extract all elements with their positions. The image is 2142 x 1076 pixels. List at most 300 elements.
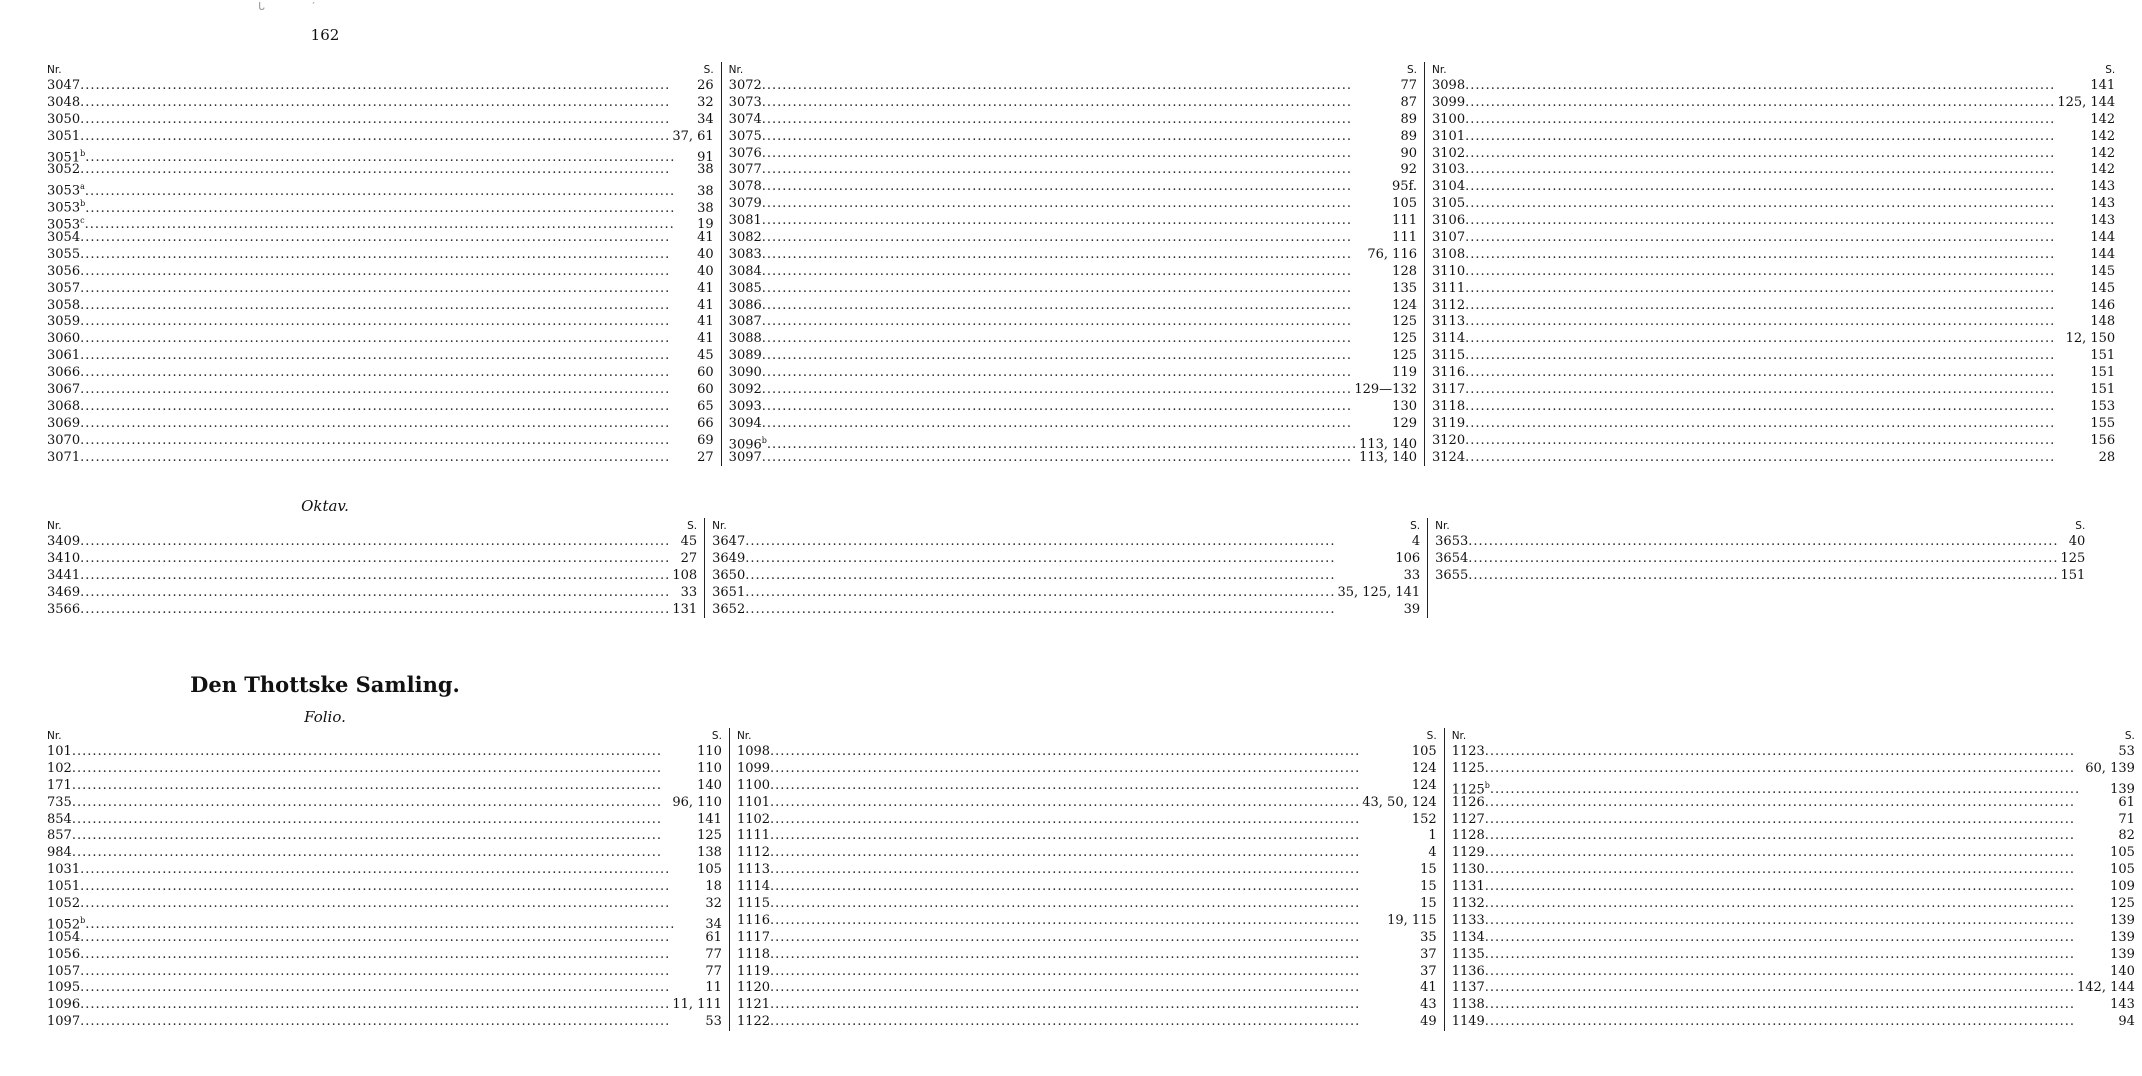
- dot-leader: [80, 281, 695, 298]
- manuscript-number: 101: [47, 744, 72, 759]
- dot-leader: [80, 78, 695, 95]
- dot-leader: [762, 365, 1390, 382]
- manuscript-number: 3649: [712, 550, 746, 566]
- scan-specks: ᒐ ′: [258, 0, 337, 13]
- dot-leader: [1465, 298, 2088, 315]
- manuscript-number: 3124: [1432, 449, 1466, 465]
- dot-leader: [762, 450, 1357, 467]
- dot-leader: [770, 828, 1426, 845]
- dot-leader: [1465, 162, 2088, 179]
- manuscript-number: 1135: [1451, 946, 1485, 962]
- s-header: S.: [1426, 730, 1437, 742]
- manuscript-number: 3409: [47, 534, 81, 549]
- page-reference: 146: [2090, 297, 2116, 313]
- index-entry: [47, 129, 714, 146]
- page-reference: 111: [1392, 230, 1417, 246]
- manuscript-number: 3068: [47, 398, 81, 414]
- index-entry: [737, 744, 1437, 761]
- page-reference: 41: [697, 314, 714, 330]
- dot-leader: [1465, 433, 2088, 450]
- page-reference: 141: [697, 811, 722, 827]
- dot-leader: [1465, 450, 2097, 467]
- index-entry: [729, 213, 1417, 230]
- page-reference: 91: [697, 149, 714, 165]
- dot-leader: [745, 568, 1401, 585]
- page-reference: 90: [1400, 145, 1417, 161]
- thott-folio-index-section: [40, 728, 2135, 1031]
- index-entry: [1432, 450, 2115, 467]
- manuscript-number: 3053$^c$: [47, 216, 85, 233]
- column-header: [47, 518, 697, 534]
- dot-leader: [1465, 230, 2088, 247]
- manuscript-number: 3058: [47, 297, 81, 313]
- dot-leader: [80, 264, 695, 281]
- manuscript-number: 3410: [47, 550, 81, 566]
- page-reference: 109: [2110, 879, 2135, 895]
- index-entry: [1435, 568, 2085, 585]
- s-header: S.: [1410, 520, 1421, 532]
- dot-leader: [762, 399, 1390, 416]
- dot-leader: [1485, 930, 2108, 947]
- index-entry: [729, 95, 1417, 112]
- index-entry: [47, 348, 714, 365]
- page-reference: 61: [705, 929, 722, 945]
- index-entry: [1432, 348, 2115, 365]
- manuscript-number: 3566: [47, 601, 81, 617]
- dot-leader: [762, 78, 1399, 95]
- dot-leader: [72, 828, 695, 845]
- page-reference: 96, 110: [672, 794, 722, 810]
- dot-leader: [80, 365, 695, 382]
- manuscript-number: 984: [47, 845, 72, 861]
- dot-leader: [770, 795, 1360, 812]
- index-entry: [1432, 298, 2115, 315]
- nr-header: Nr.: [712, 520, 727, 532]
- manuscript-number: 1125: [1451, 760, 1485, 776]
- index-entry: [47, 997, 722, 1014]
- manuscript-number: 3104: [1432, 179, 1466, 195]
- page-reference: 37: [1420, 946, 1437, 962]
- dot-leader: [1485, 896, 2108, 913]
- manuscript-number: 3106: [1432, 213, 1466, 229]
- page-reference: 32: [697, 94, 714, 110]
- dot-leader: [762, 146, 1399, 163]
- index-entry: [1432, 433, 2115, 450]
- dot-leader: [1465, 247, 2088, 264]
- dot-leader: [745, 602, 1401, 619]
- oktav-index-section: [40, 518, 2086, 618]
- index-entry: [1452, 812, 2135, 829]
- manuscript-number: 735: [47, 794, 72, 810]
- page-reference: 41: [697, 297, 714, 313]
- dot-leader: [80, 314, 695, 331]
- index-entry: [729, 348, 1417, 365]
- manuscript-number: 1123: [1451, 744, 1485, 759]
- index-entry: [1452, 964, 2135, 981]
- dot-leader: [72, 744, 695, 761]
- page-reference: 41: [697, 331, 714, 347]
- page-reference: 53: [2118, 744, 2135, 759]
- manuscript-number: 3079: [728, 196, 762, 212]
- manuscript-number: 1097: [47, 1014, 81, 1030]
- index-column-2: [704, 518, 1427, 618]
- index-entry: [1432, 78, 2115, 95]
- page-reference: 40: [2068, 534, 2086, 549]
- index-entry: [737, 828, 1437, 845]
- page-reference: 113, 140: [1359, 449, 1417, 465]
- dot-leader: [1465, 416, 2088, 433]
- manuscript-number: 3072: [728, 78, 762, 93]
- index-entry: [729, 162, 1417, 179]
- page-reference: 152: [1411, 811, 1437, 827]
- column-header: [729, 62, 1417, 78]
- dot-leader: [762, 129, 1399, 146]
- page-reference: 61: [2118, 794, 2135, 810]
- dot-leader: [770, 812, 1410, 829]
- page-reference: 125, 144: [2057, 94, 2116, 110]
- index-entry: [737, 778, 1437, 795]
- index-entry: [1452, 744, 2135, 761]
- page-reference: 151: [2090, 348, 2116, 364]
- dot-leader: [1485, 761, 2083, 778]
- manuscript-number: 3651: [712, 584, 746, 600]
- page-reference: 77: [705, 963, 722, 979]
- manuscript-number: 3652: [712, 601, 746, 617]
- index-column-3: [1427, 518, 2092, 618]
- dot-leader: [770, 980, 1418, 997]
- s-header: S.: [711, 730, 722, 742]
- dot-leader: [762, 230, 1390, 247]
- manuscript-number: 3086: [728, 297, 762, 313]
- dot-leader: [80, 930, 703, 947]
- index-entry: [737, 879, 1437, 896]
- index-entry: [47, 1014, 722, 1031]
- page-reference: 27: [680, 550, 698, 566]
- manuscript-number: 3469: [47, 584, 81, 600]
- manuscript-number: 3076: [728, 145, 762, 161]
- manuscript-number: 3103: [1432, 162, 1466, 178]
- page-reference: 53: [705, 1014, 722, 1030]
- page-reference: 124: [1411, 777, 1437, 793]
- page-reference: 32: [705, 896, 722, 912]
- manuscript-number: 3059: [47, 314, 81, 330]
- index-column-1: [40, 62, 721, 466]
- manuscript-number: 3051$^b$: [47, 148, 86, 165]
- manuscript-number: 3054: [47, 230, 81, 246]
- manuscript-number: 3055: [47, 246, 81, 262]
- manuscript-number: 1051: [47, 879, 81, 895]
- index-entry: [1452, 913, 2135, 930]
- index-entry: [1432, 196, 2115, 213]
- manuscript-number: 3111: [1432, 280, 1466, 296]
- dot-leader: [80, 964, 703, 981]
- dot-leader: [72, 845, 695, 862]
- index-entry: [47, 365, 714, 382]
- page-reference: 141: [2090, 78, 2116, 93]
- nr-header: Nr.: [47, 64, 62, 76]
- index-entry: [737, 896, 1437, 913]
- page-reference: 34: [697, 111, 714, 127]
- index-entry: [729, 450, 1417, 467]
- page-reference: 87: [1400, 94, 1417, 110]
- manuscript-number: 3066: [47, 365, 81, 381]
- page-reference: 34: [705, 917, 722, 933]
- page-reference: 60: [697, 382, 714, 398]
- dot-leader: [1465, 365, 2088, 382]
- index-entry: [1452, 845, 2135, 862]
- index-entry: [47, 845, 722, 862]
- dot-leader: [80, 585, 679, 602]
- dot-leader: [745, 585, 1335, 602]
- page-reference: 15: [1420, 862, 1437, 878]
- index-entry: [1452, 930, 2135, 947]
- index-entry: [1452, 879, 2135, 896]
- page-reference: 155: [2090, 415, 2116, 431]
- index-entry: [47, 980, 722, 997]
- index-entry: [47, 568, 697, 585]
- index-entry: [47, 930, 722, 947]
- dot-leader: [770, 845, 1426, 862]
- index-entry: [1432, 365, 2115, 382]
- page-reference: 11: [705, 980, 722, 996]
- manuscript-number: 1111: [736, 828, 771, 844]
- page-reference: 27: [697, 449, 714, 465]
- index-entry: [729, 146, 1417, 163]
- dot-leader: [770, 913, 1385, 930]
- nr-header: Nr.: [736, 730, 752, 742]
- index-entry: [47, 744, 722, 761]
- index-entry: [47, 778, 722, 795]
- page-reference: 148: [2090, 314, 2116, 330]
- manuscript-number: 3114: [1432, 331, 1466, 347]
- index-entry: [1432, 179, 2115, 196]
- column-header: [47, 728, 722, 744]
- page-reference: 111: [1392, 213, 1417, 229]
- page-reference: 131: [672, 601, 698, 617]
- index-entry: [47, 230, 714, 247]
- index-entry: [729, 112, 1417, 129]
- dot-leader: [80, 416, 695, 433]
- manuscript-number: 3084: [728, 263, 762, 279]
- manuscript-number: 3100: [1432, 111, 1466, 127]
- index-entry: [729, 179, 1417, 196]
- nr-header: Nr.: [728, 64, 744, 76]
- page-reference: 45: [697, 348, 714, 364]
- dot-leader: [762, 247, 1366, 264]
- page-reference: 113, 140: [1359, 437, 1417, 453]
- dot-leader: [80, 602, 670, 619]
- index-column-3: [1424, 62, 2122, 466]
- page-reference: 41: [1420, 980, 1437, 996]
- dot-leader: [1485, 879, 2108, 896]
- index-entry: [47, 146, 714, 163]
- dot-leader: [745, 534, 1410, 551]
- s-header: S.: [687, 520, 698, 532]
- manuscript-index-section: [40, 62, 2116, 466]
- index-entry: [737, 761, 1437, 778]
- column-header: [1435, 518, 2085, 534]
- manuscript-number: 1056: [47, 946, 81, 962]
- manuscript-number: 1119: [736, 963, 771, 979]
- index-entry: [1452, 980, 2135, 997]
- dot-leader: [1485, 828, 2117, 845]
- page-reference: 145: [2090, 280, 2116, 296]
- page-reference: 143: [2090, 196, 2116, 212]
- manuscript-number: 3053$^b$: [47, 199, 86, 216]
- index-entry: [729, 129, 1417, 146]
- manuscript-number: 3655: [1435, 567, 1469, 583]
- manuscript-number: 3097: [728, 449, 762, 465]
- manuscript-number: 3057: [47, 280, 81, 296]
- s-header: S.: [2105, 64, 2116, 76]
- page-reference: 110: [697, 760, 722, 776]
- manuscript-number: 1131: [1451, 879, 1485, 895]
- dot-leader: [80, 331, 695, 348]
- manuscript-number: 3073: [728, 94, 762, 110]
- dot-leader: [1485, 947, 2108, 964]
- manuscript-number: 3107: [1432, 230, 1466, 246]
- dot-leader: [80, 879, 703, 896]
- manuscript-number: 1125$^b$: [1451, 780, 1490, 798]
- index-entry: [712, 534, 1420, 551]
- manuscript-number: 3083: [728, 246, 762, 262]
- page-reference: 143: [2110, 997, 2135, 1013]
- manuscript-number: 1134: [1451, 929, 1485, 945]
- page-reference: 138: [697, 845, 722, 861]
- page-reference: 105: [2110, 862, 2135, 878]
- dot-leader: [1465, 399, 2088, 416]
- manuscript-number: 3089: [728, 348, 762, 364]
- page-reference: 140: [697, 777, 722, 793]
- manuscript-number: 1101: [736, 794, 771, 810]
- dot-leader: [762, 95, 1399, 112]
- page-reference: 128: [1392, 263, 1417, 279]
- dot-leader: [762, 179, 1390, 196]
- page-reference: 105: [1392, 196, 1417, 212]
- index-entry: [1452, 862, 2135, 879]
- dot-leader: [762, 213, 1390, 230]
- page-reference: 65: [697, 398, 714, 414]
- index-entry: [1452, 761, 2135, 778]
- dot-leader: [72, 778, 695, 795]
- index-entry: [737, 1014, 1437, 1031]
- manuscript-number: 3070: [47, 432, 81, 448]
- index-entry: [47, 896, 722, 913]
- index-entry: [729, 78, 1417, 95]
- manuscript-number: 3051: [47, 128, 81, 144]
- manuscript-number: 3115: [1432, 348, 1466, 364]
- dot-leader: [80, 399, 695, 416]
- manuscript-number: 3098: [1432, 78, 1466, 93]
- index-entry: [1451, 778, 2135, 798]
- s-header: S.: [1406, 64, 1417, 76]
- manuscript-number: 1118: [736, 946, 771, 962]
- column-header: [1432, 62, 2115, 78]
- page-reference: 43, 50, 124: [1362, 794, 1437, 810]
- dot-leader: [1465, 95, 2055, 112]
- dot-leader: [80, 162, 695, 179]
- dot-leader: [1465, 78, 2088, 95]
- index-entry: [729, 298, 1417, 315]
- index-entry: [1432, 162, 2115, 179]
- manuscript-number: 3090: [728, 365, 762, 381]
- manuscript-number: 3112: [1432, 297, 1466, 313]
- page-reference: 15: [1420, 896, 1437, 912]
- manuscript-number: 1136: [1451, 963, 1485, 979]
- dot-leader: [1465, 314, 2088, 331]
- manuscript-number: 3060: [47, 331, 81, 347]
- manuscript-number: 1100: [736, 777, 771, 793]
- index-entry: [1452, 997, 2135, 1014]
- index-entry: [1452, 795, 2135, 812]
- dot-leader: [762, 298, 1390, 315]
- manuscript-number: 3653: [1435, 534, 1469, 549]
- manuscript-number: 1113: [736, 862, 771, 878]
- index-column-1: [40, 518, 704, 618]
- dot-leader: [85, 201, 695, 218]
- page-reference: 37: [1420, 963, 1437, 979]
- dot-leader: [1465, 129, 2088, 146]
- dot-leader: [762, 264, 1390, 281]
- manuscript-number: 1099: [736, 760, 771, 776]
- index-entry: [737, 964, 1437, 981]
- page-reference: 33: [680, 584, 698, 600]
- dot-leader: [762, 162, 1399, 179]
- page-reference: 60: [697, 365, 714, 381]
- manuscript-number: 1117: [736, 929, 771, 945]
- page-reference: 19, 115: [1387, 912, 1437, 928]
- index-entry: [737, 980, 1437, 997]
- column-header: [712, 518, 1420, 534]
- index-entry: [1432, 264, 2115, 281]
- index-entry: [712, 602, 1420, 619]
- index-entry: [47, 812, 722, 829]
- manuscript-number: 1112: [736, 845, 771, 861]
- dot-leader: [80, 230, 695, 247]
- page-reference: 142: [2090, 128, 2116, 144]
- manuscript-number: 1149: [1451, 1014, 1485, 1030]
- page-reference: 105: [1411, 744, 1437, 759]
- dot-leader: [1468, 551, 2058, 568]
- manuscript-number: 3116: [1432, 365, 1466, 381]
- dot-leader: [1465, 264, 2088, 281]
- page-reference: 15: [1420, 879, 1437, 895]
- index-entry: [47, 913, 722, 933]
- manuscript-number: 3102: [1432, 145, 1466, 161]
- index-entry: [1432, 281, 2115, 298]
- page-reference: 124: [1411, 760, 1437, 776]
- index-entry: [737, 997, 1437, 1014]
- manuscript-number: 3053$^a$: [47, 182, 85, 199]
- index-column-2: [721, 62, 1424, 466]
- dot-leader: [762, 196, 1390, 213]
- index-entry: [47, 947, 722, 964]
- dot-leader: [72, 812, 695, 829]
- page-reference: 41: [697, 230, 714, 246]
- manuscript-number: 3052: [47, 162, 81, 178]
- manuscript-number: 1096: [47, 997, 81, 1013]
- page-reference: 130: [1392, 398, 1417, 414]
- index-entry: [47, 433, 714, 450]
- manuscript-number: 3061: [47, 348, 81, 364]
- page-reference: 69: [697, 432, 714, 448]
- index-entry: [712, 551, 1420, 568]
- column-header: [1452, 728, 2135, 744]
- s-header: S.: [703, 64, 714, 76]
- dot-leader: [1485, 997, 2108, 1014]
- manuscript-number: 1115: [736, 896, 771, 912]
- page-reference: 143: [2090, 213, 2116, 229]
